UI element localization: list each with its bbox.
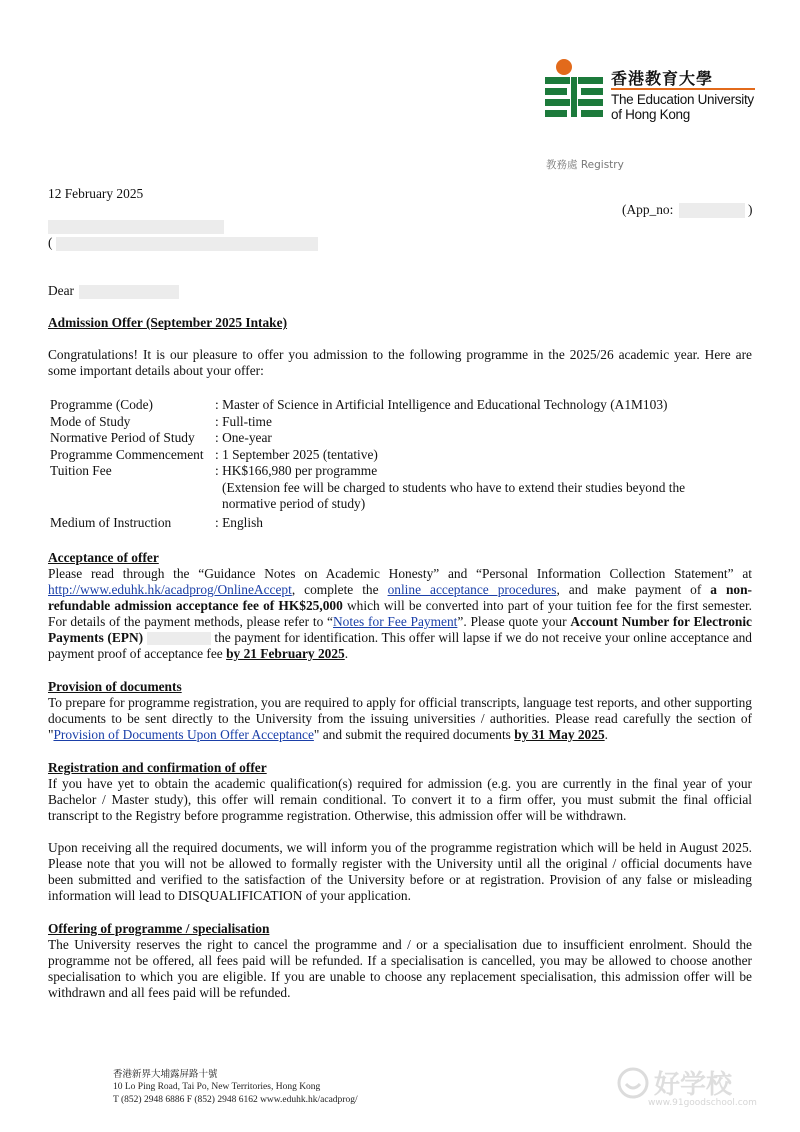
provision-text: . <box>604 727 608 742</box>
watermark-text: 好学校 <box>654 1070 733 1100</box>
offer-title: Admission Offer (September 2025 Intake) <box>48 315 288 330</box>
provision-heading: Provision of documents <box>48 679 182 694</box>
detail-value: : English <box>215 514 263 530</box>
tuition-fee-value: : HK$166,980 per programme <box>215 463 378 478</box>
letter-footer <box>113 1068 358 1107</box>
provision-text: To prepare for programme registration, you are required to apply for official transcripts, language test reports, and other supporting documents to be sent directly to the University from the issuing universities / authorities. Please read carefully the section of " <box>48 695 752 742</box>
registration-paragraph-2: Upon receiving all the required documents, we will inform you of the programme registration which will be held in August 2025. Please note that you will not be allowed to formally register with the University until all the original / official documents have been submitted and verified to the satisfaction of the University before or at registration. Provision of any false or misleading information will lead to DISQUALIFICATION of your application. <box>48 840 752 903</box>
acceptance-text: the payment for identification. This offer will lapse if we do not receive your online acceptance and payment proof of acceptance fee <box>48 630 752 661</box>
online-acceptance-procedures-link[interactable]: online acceptance procedures <box>387 582 557 597</box>
detail-value: : Master of Science in Artificial Intelligence and Educational Technology (A1M103) <box>215 397 668 412</box>
programme-details-table <box>48 397 715 531</box>
registry-label: 教務處 Registry <box>546 159 624 171</box>
intro-paragraph: Congratulations! It is our pleasure to offer you admission to the following programme in the 2025/26 academic year. Here are some important details about your offer: <box>48 347 752 378</box>
logo-english-name-line1: The Education University <box>611 92 754 107</box>
logo-chinese-name: 香港教育大學 <box>611 69 714 88</box>
acceptance-text: which will be converted into part of your tuition fee for the first semester. For details of the payment methods, please refer to “ <box>48 598 753 629</box>
detail-row <box>48 397 715 414</box>
acceptance-text: , complete the <box>291 582 388 597</box>
detail-value: : One-year <box>215 430 272 445</box>
notes-for-fee-payment-link[interactable]: Notes for Fee Payment <box>333 614 458 629</box>
detail-label: Medium of Instruction <box>50 514 172 530</box>
detail-label: Tuition Fee <box>50 463 112 478</box>
registration-paragraph-1: If you have yet to obtain the academic qualification(s) required for admission (e.g. you are currently in the final year of your Bachelor / Master study), this offer will remain conditional. To convert it to a firm offer, you must submit the final official transcript to the Registry before programme registration. Otherwise, this admission offer will be withdrawn. <box>48 776 752 823</box>
registration-section <box>48 760 752 904</box>
dear-label: Dear <box>48 283 75 298</box>
redacted-salutation-name <box>79 285 179 299</box>
detail-label: Programme (Code) <box>50 397 154 412</box>
acceptance-fee-bold: a non-refundable admission acceptance fee of HK$25,000 <box>48 582 753 613</box>
watermark-icon <box>616 1066 650 1100</box>
footer-address-chinese: 香港新界大埔露屏路十號 <box>113 1069 218 1080</box>
provision-section <box>48 679 752 743</box>
redacted-epn <box>147 632 211 645</box>
detail-value: : 1 September 2025 (tentative) <box>215 446 378 462</box>
offering-paragraph: The University reserves the right to cancel the programme and / or a specialisation due to insufficient enrolment. Should the programme not be offered, all fees paid will be refunded. If a specialisation is cancelled, you may be allowed to choose another specialisation to which you are eligible. If you are unable to choose any replacement specialisation, this admission offer will be withdrawn and all fees paid will be refunded. <box>48 937 752 1000</box>
offering-heading: Offering of programme / specialisation <box>48 921 270 936</box>
redacted-app-no <box>679 203 745 218</box>
acceptance-text: Please read through the “Guidance Notes on Academic Honesty” and “Personal Information Collection Statement” at <box>48 566 752 581</box>
acceptance-deadline: by 21 February 2025 <box>226 646 345 661</box>
app-no-close: ) <box>748 202 753 217</box>
provision-of-documents-link[interactable]: Provision of Documents Upon Offer Acceptance <box>53 727 314 742</box>
letter-date: 12 February 2025 <box>48 186 144 201</box>
logo-divider <box>611 88 755 90</box>
detail-row <box>48 515 715 532</box>
provision-text: " and submit the required documents <box>313 727 515 742</box>
redacted-recipient-name <box>48 220 224 234</box>
logo-english-name-line2: of Hong Kong <box>611 107 690 122</box>
application-number <box>622 202 753 218</box>
watermark <box>612 1064 788 1114</box>
address-paren: ( <box>48 235 53 250</box>
acceptance-text: ”. Please quote your <box>457 614 571 629</box>
detail-value: : Full-time <box>215 413 272 429</box>
detail-label: Normative Period of Study <box>50 430 195 445</box>
acceptance-text: , and make payment of <box>556 582 711 597</box>
provision-deadline: by 31 May 2025 <box>514 727 605 742</box>
detail-value <box>215 463 715 515</box>
recipient-address <box>48 235 318 251</box>
detail-label: Programme Commencement <box>50 446 204 462</box>
footer-contact: T (852) 2948 6886 F (852) 2948 6162 www.eduhk.hk/acadprog/ <box>113 1095 358 1105</box>
detail-row <box>48 430 715 447</box>
provision-paragraph <box>48 695 752 743</box>
tuition-fee-note: (Extension fee will be charged to students who have to extend their studies beyond the normative period of study) <box>222 479 686 511</box>
registration-heading: Registration and confirmation of offer <box>48 760 267 775</box>
acceptance-text: . <box>344 646 349 661</box>
acceptance-heading: Acceptance of offer <box>48 550 159 565</box>
footer-address-english: 10 Lo Ping Road, Tai Po, New Territories, Hong Kong <box>113 1082 321 1092</box>
detail-row <box>48 447 715 464</box>
epn-bold: Account Number for Electronic Payments (EPN) <box>48 614 753 645</box>
eduhk-logo-mark-icon <box>545 58 603 122</box>
app-no-label: (App_no: <box>622 202 674 217</box>
online-accept-link[interactable]: http://www.eduhk.hk/acadprog/OnlineAccept <box>48 582 292 597</box>
detail-row <box>48 414 715 431</box>
salutation <box>48 283 179 299</box>
redacted-address <box>56 237 318 251</box>
acceptance-paragraph <box>48 566 752 662</box>
offering-section <box>48 921 752 1001</box>
watermark-url: www.91goodschool.com <box>648 1098 757 1108</box>
acceptance-section <box>48 550 752 662</box>
detail-label: Mode of Study <box>50 413 131 429</box>
detail-row <box>48 463 715 515</box>
